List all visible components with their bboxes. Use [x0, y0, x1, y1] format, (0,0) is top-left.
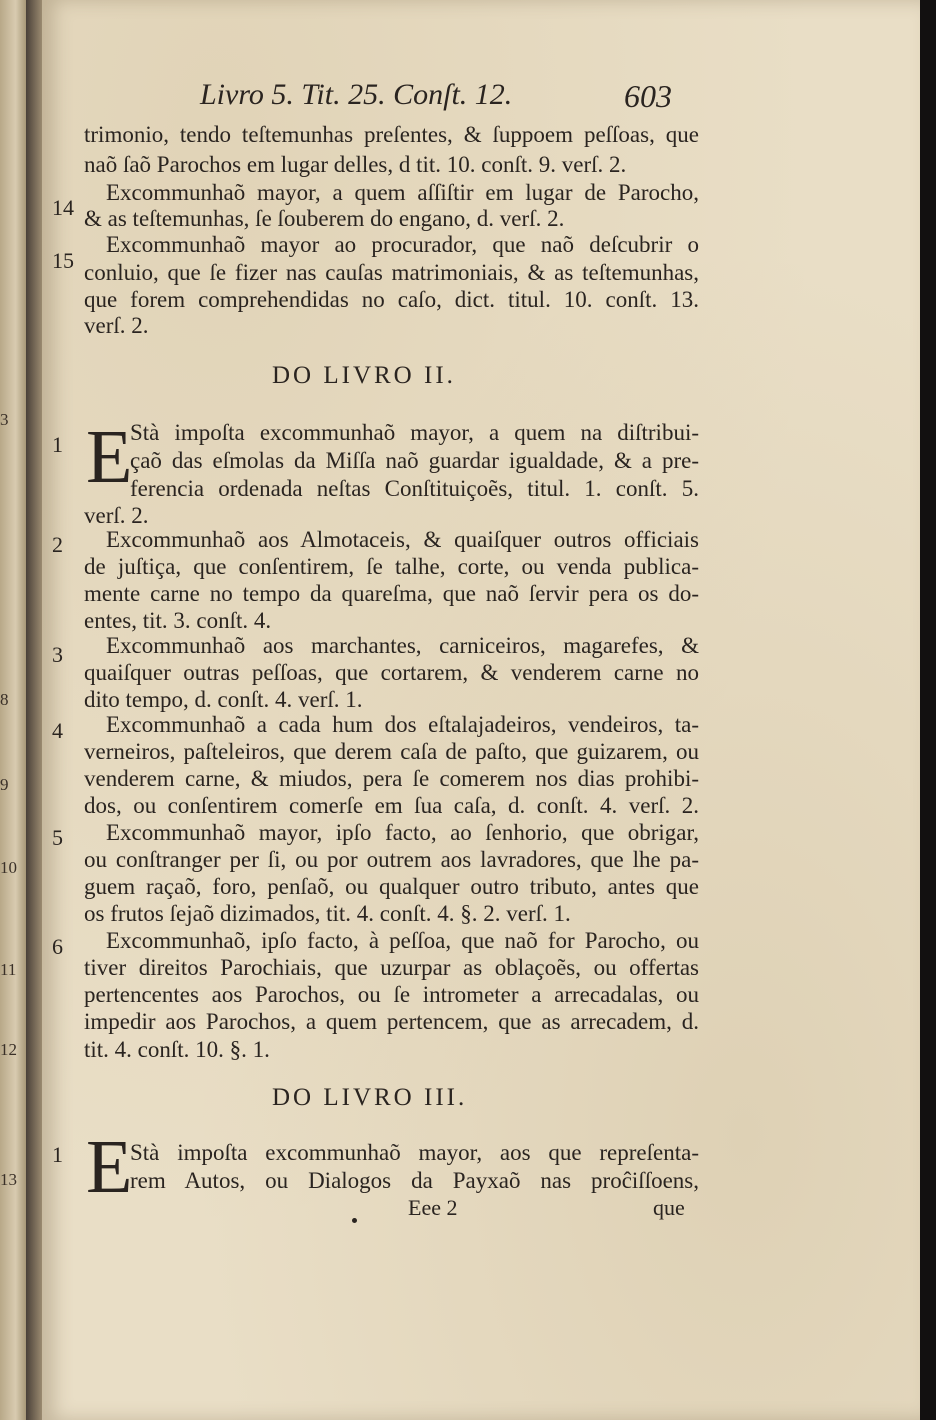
- text-line: Excommunhaõ mayor, a quem aſſiſtir em lugar de Parocho,: [106, 180, 699, 205]
- item-number: 5: [52, 825, 63, 850]
- item-number: 4: [52, 718, 63, 743]
- text-line: ou conſtranger per ſi, ou por outrem aos lavradores, que lhe pa-: [84, 847, 699, 872]
- item-number: 1: [52, 432, 63, 457]
- previous-page-margin-numbers: [0, 0, 26, 1420]
- item-number: 6: [52, 934, 63, 959]
- margin-number: 8: [0, 690, 9, 709]
- text-line: Excommunhaõ a cada hum dos eſtalajadeiros, vendeiros, ta-: [106, 712, 699, 737]
- book-gutter: [26, 0, 42, 1420]
- running-head: Livro 5. Tit. 25. Conſt. 12.: [200, 78, 513, 111]
- text-line: dos, ou conſentirem comerſe em ſua caſa, d. conſt. 4. verſ. 2.: [84, 793, 699, 818]
- text-line: çaõ das eſmolas da Miſſa naõ guardar igualdade, & a pre-: [130, 448, 699, 473]
- text-line: conluio, que ſe fizer nas cauſas matrimoniais, & as teſtemunhas,: [84, 260, 699, 285]
- text-line: Excommunhaõ, ipſo facto, à peſſoa, que naõ for Parocho, ou: [106, 928, 699, 953]
- text-line: impedir aos Parochos, a quem pertencem, que as arrecadem, d.: [84, 1009, 699, 1034]
- section-heading: DO LIVRO III.: [272, 1084, 468, 1111]
- drop-cap: E: [86, 415, 133, 499]
- margin-number: 9: [0, 775, 9, 794]
- text-line: guem raçaõ, foro, penſaõ, ou qualquer outro tributo, antes que: [84, 874, 699, 899]
- text-line: que forem comprehendidas no caſo, dict. titul. 10. conſt. 13.: [84, 287, 699, 312]
- text-line: pertencentes aos Parochos, ou ſe intrometer a arrecadalas, ou: [84, 982, 699, 1007]
- text-line: mente carne no tempo da quareſma, que naõ ſervir pera os do-: [84, 581, 699, 606]
- text-line: verſ. 2.: [84, 313, 149, 338]
- text-line: Stà impoſta excommunhaõ mayor, aos que repreſenta-: [130, 1140, 699, 1165]
- text-line: Excommunhaõ aos Almotaceis, & quaiſquer outros officiais: [106, 527, 699, 552]
- text-line: venderem carne, & miudos, pera ſe comerem nos dias prohibi-: [84, 766, 699, 791]
- background-edge: [920, 0, 936, 1420]
- text-line: dito tempo, d. conſt. 4. verſ. 1.: [84, 687, 363, 712]
- text-line: verneiros, paſteleiros, que derem caſa de paſto, que guizarem, ou: [84, 739, 699, 764]
- page-number: 603: [624, 78, 672, 114]
- item-number: 1: [52, 1142, 63, 1167]
- margin-number: 13: [0, 1170, 17, 1189]
- signature-mark: Eee 2: [408, 1195, 458, 1220]
- text-line: Stà impoſta excommunhaõ mayor, a quem na diſtribui-: [130, 420, 699, 445]
- section-heading: DO LIVRO II.: [272, 362, 456, 389]
- catchword: que: [653, 1195, 685, 1220]
- drop-cap: E: [86, 1125, 133, 1209]
- margin-number: 10: [0, 858, 17, 877]
- text-line: tit. 4. conſt. 10. §. 1.: [84, 1037, 270, 1062]
- text-line: & as teſtemunhas, ſe ſouberem do engano, d. verſ. 2.: [84, 206, 565, 231]
- ink-dot: [352, 1218, 357, 1223]
- text-line: rem Autos, ou Dialogos da Payxaõ nas proĉiſſoens,: [130, 1168, 699, 1193]
- item-number: 2: [52, 532, 63, 557]
- item-number: 14: [52, 195, 74, 220]
- text-line: trimonio, tendo teſtemunhas preſentes, & ſuppoem peſſoas, que: [84, 122, 699, 147]
- text-line: Excommunhaõ aos marchantes, carniceiros, magarefes, &: [106, 633, 699, 658]
- text-line: verſ. 2.: [84, 503, 149, 528]
- text-line: de juſtiça, que conſentirem, ſe talhe, corte, ou venda publica-: [84, 554, 699, 579]
- text-line: os frutos ſejaõ dizimados, tit. 4. conſt. 4. §. 2. verſ. 1.: [84, 901, 571, 926]
- margin-number: 12: [0, 1040, 17, 1059]
- text-line: quaiſquer outras peſſoas, que cortarem, & venderem carne no: [84, 660, 699, 685]
- text-line: ferencia ordenada neſtas Conſtituiçoẽs, titul. 1. conſt. 5.: [130, 476, 699, 501]
- margin-number: 11: [0, 960, 17, 979]
- text-line: Excommunhaõ mayor ao procurador, que naõ deſcubrir o: [106, 232, 699, 257]
- item-number: 15: [52, 248, 74, 273]
- margin-number: 3: [0, 410, 9, 429]
- item-number: 3: [52, 642, 63, 667]
- page-header: [200, 78, 700, 122]
- text-line: Excommunhaõ mayor, ipſo facto, ao ſenhorio, que obrigar,: [106, 820, 699, 845]
- text-line: entes, tit. 3. conſt. 4.: [84, 608, 272, 633]
- text-line: tiver direitos Parochiais, que uzurpar as oblaçoẽs, ou offertas: [84, 955, 699, 980]
- text-line: naõ ſaõ Parochos em lugar delles, d tit. 10. conſt. 9. verſ. 2.: [84, 152, 627, 177]
